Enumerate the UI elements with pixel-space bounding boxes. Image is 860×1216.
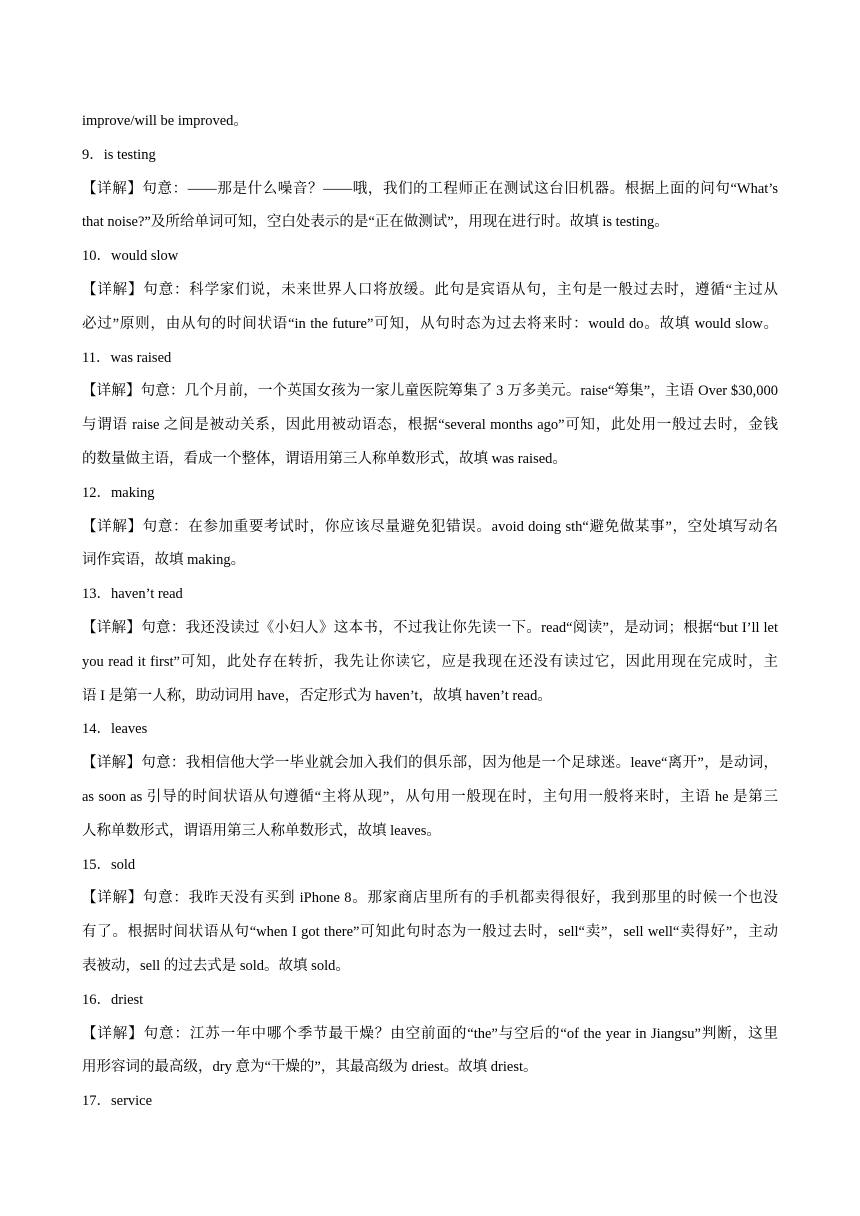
explanation-line: 【详解】句意：——那是什么噪音？——哦，我们的工程师正在测试这台旧机器。根据上面的问句“What’s — [82, 180, 778, 197]
answer-heading-9: 9．is testing — [82, 146, 156, 163]
answer-heading-13: 13．haven’t read — [82, 586, 183, 603]
explanation-line: 有了。根据时间状语从句“when I got there”可知此句时态为一般过去时，sell“卖”，sell well“卖得好”，主动 — [82, 924, 778, 941]
explanation-line: you read it first”可知，此处存在转折，我先让你读它，应是我现在还没有读过它，因此用现在完成时，主 — [82, 653, 778, 670]
explanation-line: 必过”原则，由从句的时间状语“in the future”可知，从句时态为过去将来时：would do。故填 would slow。 — [82, 315, 778, 332]
explanation-line: 的数量做主语，看成一个整体，谓语用第三人称单数形式，故填 was raised。 — [82, 450, 567, 467]
explanation-line: 词作宾语，故填 making。 — [82, 552, 246, 569]
explanation-line: 【详解】句意：在参加重要考试时，你应该尽量避免犯错误。avoid doing sth“避免做某事”，空处填写动名 — [82, 518, 778, 535]
answer-heading-17: 17．service — [82, 1093, 153, 1110]
explanation-line: 【详解】句意：我相信他大学一毕业就会加入我们的俱乐部，因为他是一个足球迷。leave“离开”，是动词， — [82, 755, 778, 772]
answer-heading-10: 10．would slow — [82, 248, 179, 265]
answer-heading-15: 15．sold — [82, 856, 136, 873]
answer-heading-12: 12．making — [82, 484, 155, 501]
explanation-line: 用形容词的最高级，dry 意为“干燥的”，其最高级为 driest。故填 driest。 — [82, 1059, 538, 1076]
answer-heading-11: 11．was raised — [82, 349, 172, 366]
explanation-line: 【详解】句意：几个月前，一个英国女孩为一家儿童医院筹集了 3 万多美元。raise“筹集”，主语 Over $30,000 — [82, 383, 778, 400]
explanation-line: 与谓语 raise 之间是被动关系，因此用被动语态，根据“several months ago”可知，此处用一般过去时，金钱 — [82, 417, 778, 434]
answer-heading-16: 16．driest — [82, 991, 144, 1008]
document-page — [82, 111, 778, 1125]
explanation-line: 人称单数形式，谓语用第三人称单数形式，故填 leaves。 — [82, 822, 441, 839]
explanation-line: 【详解】句意：江苏一年中哪个季节最干燥？由空前面的“the”与空后的“of the year in Jiangsu”判断，这里 — [82, 1025, 778, 1042]
explanation-line: 【详解】句意：我还没读过《小妇人》这本书，不过我让你先读一下。read“阅读”，是动词；根据“but I’ll let — [82, 619, 778, 636]
explanation-line: that noise?”及所给单词可知，空白处表示的是“正在做测试”，用现在进行时。故填 is testing。 — [82, 214, 669, 231]
answer-text-line: improve/will be improved。 — [82, 113, 248, 129]
explanation-line: 语 I 是第一人称，助动词用 have，否定形式为 haven’t，故填 haven’t read。 — [82, 687, 552, 704]
explanation-line: 表被动，sell 的过去式是 sold。故填 sold。 — [82, 957, 350, 974]
explanation-line: as soon as 引导的时间状语从句遵循“主将从现”，从句用一般现在时，主句用一般将来时，主语 he 是第三 — [82, 788, 778, 805]
explanation-line: 【详解】句意：科学家们说，未来世界人口将放缓。此句是宾语从句，主句是一般过去时，遵循“主过从 — [82, 281, 778, 298]
explanation-line: 【详解】句意：我昨天没有买到 iPhone 8。那家商店里所有的手机都卖得很好，我到那里的时候一个也没 — [82, 890, 778, 907]
answer-heading-14: 14．leaves — [82, 721, 148, 738]
